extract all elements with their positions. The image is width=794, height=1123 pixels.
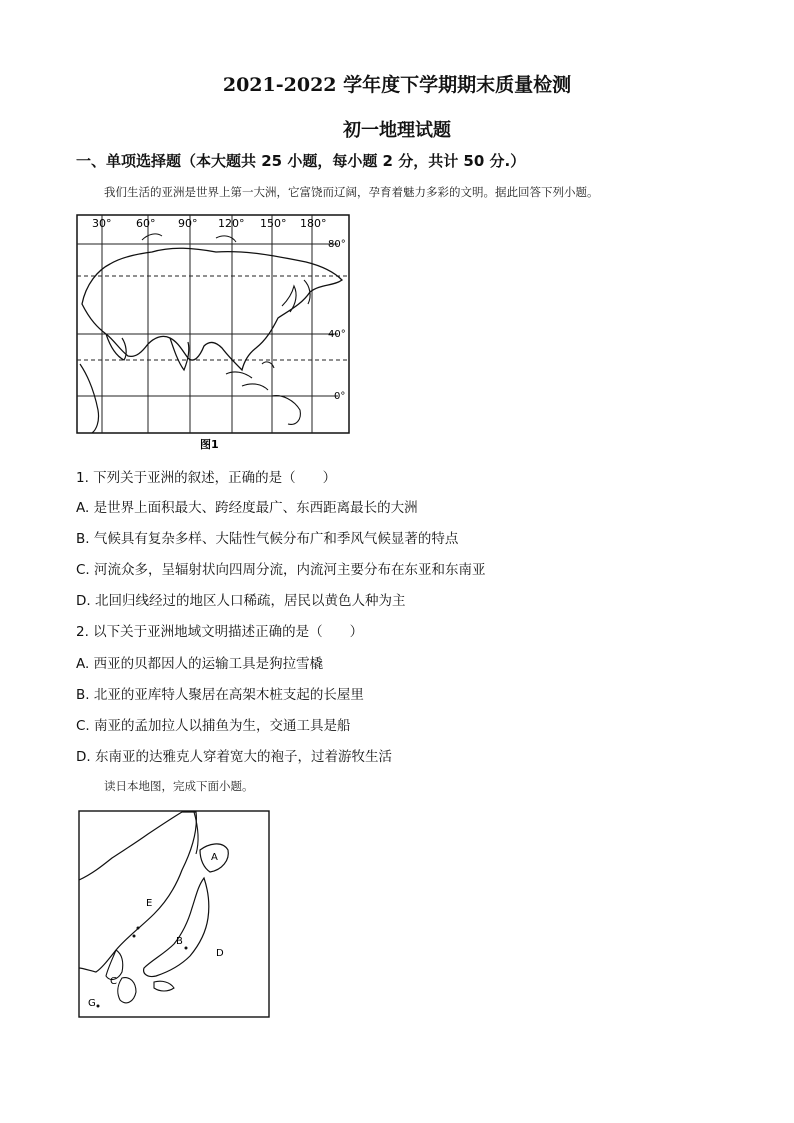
question-2-option-d[interactable]: D. 东南亚的达雅克人穿着宽大的袍子，过着游牧生活 — [76, 749, 392, 765]
map2-label-g: G — [88, 998, 96, 1009]
map1-lat-0: 0° — [334, 391, 346, 402]
section-heading: 一、单项选择题（本大题共 25 小题，每小题 2 分，共计 50 分.） — [76, 152, 526, 170]
map2-label-a: A — [211, 852, 218, 863]
japan-map-intro: 读日本地图，完成下面小题。 — [104, 779, 254, 793]
question-2-option-a[interactable]: A. 西亚的贝都因人的运输工具是狗拉雪橇 — [76, 656, 324, 672]
question-1-option-c[interactable]: C. 河流众多，呈辐射状向四周分流，内流河主要分布在东亚和东南亚 — [76, 562, 486, 578]
section-intro: 我们生活的亚洲是世界上第一大洲，它富饶而辽阔，孕育着魅力多彩的文明。据此回答下列小题。 — [104, 185, 599, 199]
question-2-option-b[interactable]: B. 北亚的亚库特人聚居在高架木桩支起的长屋里 — [76, 687, 364, 703]
map1-lat-40: 40° — [328, 329, 346, 340]
japan-map-figure — [78, 810, 272, 1020]
map2-label-c: C — [110, 976, 117, 987]
map2-label-d: D — [216, 948, 224, 959]
asia-map-figure — [76, 214, 352, 454]
map1-caption: 图1 — [200, 438, 219, 451]
question-2-stem: 2. 以下关于亚洲地域文明描述正确的是（ ） — [76, 624, 364, 640]
map1-lon-150: 150° — [260, 217, 287, 230]
map1-lon-30: 30° — [92, 217, 112, 230]
question-1-option-d[interactable]: D. 北回归线经过的地区人口稀疏，居民以黄色人种为主 — [76, 593, 406, 609]
question-1-option-a[interactable]: A. 是世界上面积最大、跨经度最广、东西距离最长的大洲 — [76, 500, 418, 516]
question-1-stem: 1. 下列关于亚洲的叙述，正确的是（ ） — [76, 470, 337, 486]
japan-map — [78, 810, 272, 1020]
map1-lat-80: 80° — [328, 239, 346, 250]
map1-lon-90: 90° — [178, 217, 198, 230]
page-subtitle: 初一地理试题 — [343, 120, 451, 141]
map1-lon-180: 180° — [300, 217, 327, 230]
page-title: 2021-2022 学年度下学期期末质量检测 — [222, 74, 572, 96]
question-2-option-c[interactable]: C. 南亚的孟加拉人以捕鱼为生，交通工具是船 — [76, 718, 351, 734]
map2-label-b: B — [176, 936, 183, 947]
map1-lon-60: 60° — [136, 217, 156, 230]
question-1-option-b[interactable]: B. 气候具有复杂多样、大陆性气候分布广和季风气候显著的特点 — [76, 531, 459, 547]
map1-lon-120: 120° — [218, 217, 245, 230]
map2-label-e: E — [146, 898, 153, 909]
asia-map — [76, 214, 352, 454]
